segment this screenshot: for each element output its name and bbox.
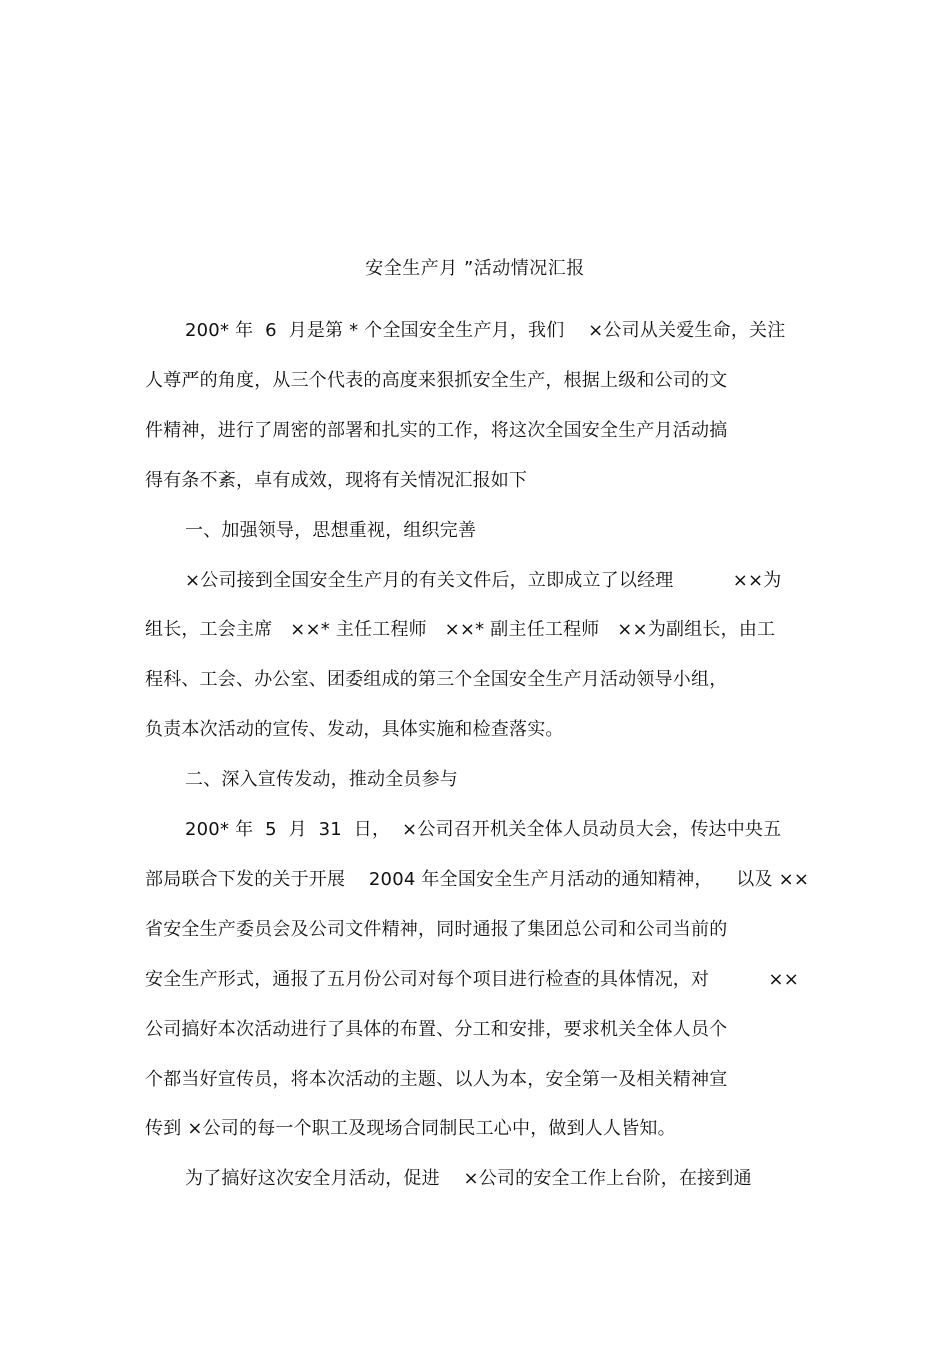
paragraph-line: 二、深入宣传发动，推动全员参与 — [185, 769, 458, 791]
paragraph-line: 传到 ×公司的每一个职工及现场合同制民工心中，做到人人皆知。 — [145, 1118, 676, 1140]
paragraph-line: 安全生产形式，通报了五月份公司对每个项目进行检查的具体情况，对 ×× — [145, 968, 799, 990]
paragraph-line: 人尊严的角度，从三个代表的高度来狠抓安全生产，根据上级和公司的文 — [145, 369, 728, 391]
paragraph-line: 200* 年 6 月是第 * 个全国安全生产月，我们 ×公司从关爱生命，关注 — [185, 320, 786, 341]
paragraph-line: 程科、工会、办公室、团委组成的第三个全国安全生产月活动领导小组， — [145, 669, 728, 691]
paragraph-line: 得有条不紊，卓有成效，现将有关情况汇报如下 — [145, 469, 528, 491]
paragraph-line: 为了搞好这次安全月活动，促进 ×公司的安全工作上台阶，在接到通 — [185, 1168, 752, 1190]
paragraph-line: 负责本次活动的宣传、发动，具体实施和检查落实。 — [145, 719, 564, 741]
paragraph-line: 件精神，进行了周密的部署和扎实的工作，将这次全国安全生产月活动搞 — [145, 419, 728, 441]
paragraph-line: 200* 年 5 月 31 日， ×公司召开机关全体人员动员大会，传达中央五 — [185, 819, 782, 840]
paragraph-line: ×公司接到全国安全生产月的有关文件后，立即成立了以经理 ××为 — [185, 569, 782, 591]
paragraph-line: 部局联合下发的关于开展 2004 年全国安全生产月活动的通知精神， 以及 ×× — [145, 868, 810, 890]
paragraph-line: 公司搞好本次活动进行了具体的布置、分工和安排，要求机关全体人员个 — [145, 1018, 728, 1040]
paragraph-line: 个都当好宣传员，将本次活动的主题、以人为本，安全第一及相关精神宣 — [145, 1068, 728, 1090]
paragraph-line: 一、加强领导，思想重视，组织完善 — [185, 519, 477, 541]
document-title: 安全生产月 ”活动情况汇报 — [365, 258, 585, 279]
paragraph-line: 省安全生产委员会及公司文件精神，同时通报了集团总公司和公司当前的 — [145, 918, 728, 940]
paragraph-line: 组长，工会主席 ××* 主任工程师 ××* 副主任工程师 ××为副组长，由工 — [145, 619, 776, 641]
